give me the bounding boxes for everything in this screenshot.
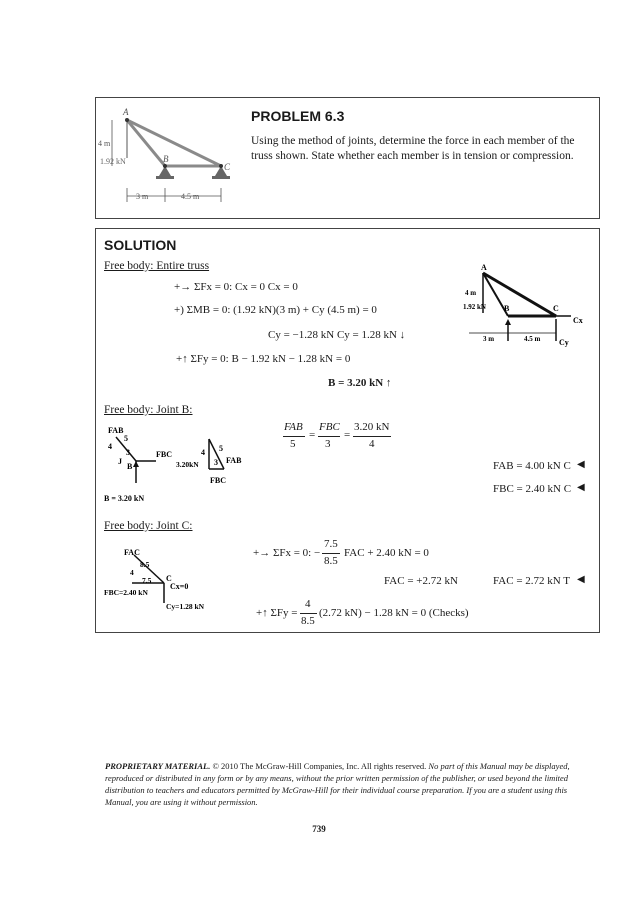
footer-bold: PROPRIETARY MATERIAL.: [105, 761, 211, 771]
svg-text:FAC: FAC: [124, 548, 140, 557]
svg-text:4: 4: [201, 448, 205, 457]
svg-text:FBC=2.40 kN: FBC=2.40 kN: [104, 588, 148, 597]
label-a: A: [123, 107, 129, 117]
label-c: C: [224, 162, 231, 172]
section-joint-c: Free body: Joint C:: [104, 520, 193, 532]
footer-copyright: © 2010 The McGraw-Hill Companies, Inc. All rights reserved.: [212, 761, 427, 771]
eq-joint-c-fy-num: 4: [305, 598, 311, 610]
svg-text:B: B: [127, 462, 133, 471]
eq-sum-fx: +→ ΣFx = 0: Cx = 0 Cx = 0: [174, 281, 298, 293]
svg-text:FBC: FBC: [156, 450, 172, 459]
dim-45m: 4.5 m: [181, 192, 200, 201]
svg-text:Cy: Cy: [559, 338, 569, 347]
answer-fab-arrow: ◀: [577, 459, 585, 470]
problem-title: PROBLEM 6.3: [251, 108, 345, 124]
svg-text:3: 3: [214, 458, 218, 467]
svg-text:3: 3: [126, 448, 130, 457]
height-label: 4 m: [98, 139, 111, 148]
answer-fbc-arrow: ◀: [577, 482, 585, 493]
svg-text:Cx=0: Cx=0: [170, 582, 189, 591]
footer-notice: [105, 760, 590, 808]
eq-joint-c-fx-num: 7.5: [324, 538, 338, 550]
solution-heading: SOLUTION: [104, 237, 177, 253]
eq-b-result: B = 3.20 kN ↑: [328, 377, 392, 389]
ratio-fbc-den: 3: [325, 438, 331, 450]
svg-text:A: A: [481, 263, 487, 272]
label-b: B: [163, 154, 169, 164]
sketch-joint-c: [104, 545, 234, 625]
eq-joint-c-fx: +→ ΣFx = 0: −: [253, 547, 321, 559]
svg-text:C: C: [166, 574, 172, 583]
ratio-fbc-num: FBC: [319, 421, 340, 433]
answer-fab: FAB = 4.00 kN C: [493, 460, 571, 472]
section-entire-truss: Free body: Entire truss: [104, 260, 210, 272]
svg-text:FAB: FAB: [226, 456, 242, 465]
problem-statement: Using the method of joints, determine the force in each member of the truss shown. State whether each member is in tension or compression.: [251, 135, 575, 162]
eq-cy: Cy = −1.28 kN Cy = 1.28 kN ↓: [268, 329, 406, 341]
load-label: 1.92 kN: [100, 157, 126, 166]
problem-box: [95, 97, 600, 219]
svg-text:5: 5: [219, 444, 223, 453]
ratio-rhs-den: 4: [369, 438, 375, 450]
eq-sum-fy: +↑ ΣFy = 0: B − 1.92 kN − 1.28 kN = 0: [176, 353, 351, 365]
svg-text:B: B: [504, 304, 510, 313]
svg-text:C: C: [553, 304, 559, 313]
answer-fac: FAC = 2.72 kN T: [493, 575, 570, 587]
answer-fbc: FBC = 2.40 kN C: [493, 483, 572, 495]
svg-text:B = 3.20 kN: B = 3.20 kN: [104, 494, 145, 503]
solution-box: SOLUTION Free body: Entire truss +→ ΣFx = 0: Cx = 0 Cx = 0 +) ΣMB = 0: (1.92 kN)(3 m) + Cy (4.5 m) = 0 Cy = −1.28 kN Cy = 1.28 kN ↓ +↑ ΣFy = 0: B − 1.92 kN − 1.28 kN = 0 B = 3.20 kN ↑ A B C Cx Cy 4 m 1.92 kN 3 m 4.5 m Free body: Joint B: FAB 5 = FBC 3 = 3.20 kN 4 FAB = 4.00 kN C ◀ FBC = 2.40 kN C ◀ FAB 4 5 3 J B FBC B = 3.20 kN 3.20kN FAB FBC 5 3 4 Free body: Joint C: +→ ΣFx = 0: − 7.5 8.5 FAC + 2.40 kN = 0 FAC = +2.72 kN FAC = 2.72 kN T ◀ +↑ ΣFy = 4 8.5 (2.72 kN) − 1.28 kN = 0 (Checks) FAC 8.5 4 7.5 C Cx=0 FBC=2.40 kN Cy=1.28 kN: [95, 228, 600, 633]
svg-text:4: 4: [108, 442, 112, 451]
svg-text:J: J: [118, 457, 122, 466]
eq-sum-mb: +) ΣMB = 0: (1.92 kN)(3 m) + Cy (4.5 m) = 0: [174, 304, 377, 316]
svg-text:5: 5: [124, 434, 128, 443]
ratio-fab-num: FAB: [284, 421, 303, 433]
svg-text:Cx: Cx: [573, 316, 583, 325]
svg-text:4: 4: [130, 568, 134, 577]
page-number: 739: [312, 824, 326, 834]
svg-text:8.5: 8.5: [140, 560, 150, 569]
eq-joint-c-fy-post: (2.72 kN) − 1.28 kN = 0 (Checks): [319, 607, 469, 619]
eq-joint-c-fx-den: 8.5: [324, 555, 338, 567]
svg-text:4.5 m: 4.5 m: [524, 335, 541, 343]
eq-joint-c-fy: +↑ ΣFy =: [256, 607, 298, 619]
svg-text:3.20kN: 3.20kN: [176, 460, 199, 469]
sketch-joint-b: [104, 419, 274, 509]
eq-joint-c-fy-den: 8.5: [301, 615, 315, 627]
member-ac: [127, 120, 221, 166]
truss-figure: [96, 98, 246, 218]
footer-italic: No part of this Manual may be displayed, reproduced or distributed in any form or by any means, without the prior written permission of the publisher, or used beyond the limited distribution to teachers and educators permitted by McGraw-Hill for their individual course preparation. If you are a student using this Manual, you are using it without permission.: [105, 761, 570, 807]
eq-fac: FAC = +2.72 kN: [384, 575, 458, 587]
svg-text:4 m: 4 m: [465, 289, 477, 297]
svg-text:Cy=1.28 kN: Cy=1.28 kN: [166, 602, 205, 611]
member-ab: [127, 120, 165, 166]
svg-text:FAB: FAB: [108, 426, 124, 435]
eq-joint-c-fx-post: FAC + 2.40 kN = 0: [344, 547, 429, 559]
ratio-fab-den: 5: [290, 438, 296, 450]
svg-text:3 m: 3 m: [483, 335, 495, 343]
svg-text:7.5: 7.5: [142, 576, 152, 585]
dim-3m: 3 m: [136, 192, 149, 201]
svg-text:FBC: FBC: [210, 476, 226, 485]
answer-fac-arrow: ◀: [577, 574, 585, 585]
ratio-rhs-num: 3.20 kN: [354, 421, 390, 433]
sketch-entire-truss: [461, 261, 596, 351]
section-joint-b: Free body: Joint B:: [104, 404, 193, 416]
svg-text:1.92 kN: 1.92 kN: [463, 303, 486, 311]
